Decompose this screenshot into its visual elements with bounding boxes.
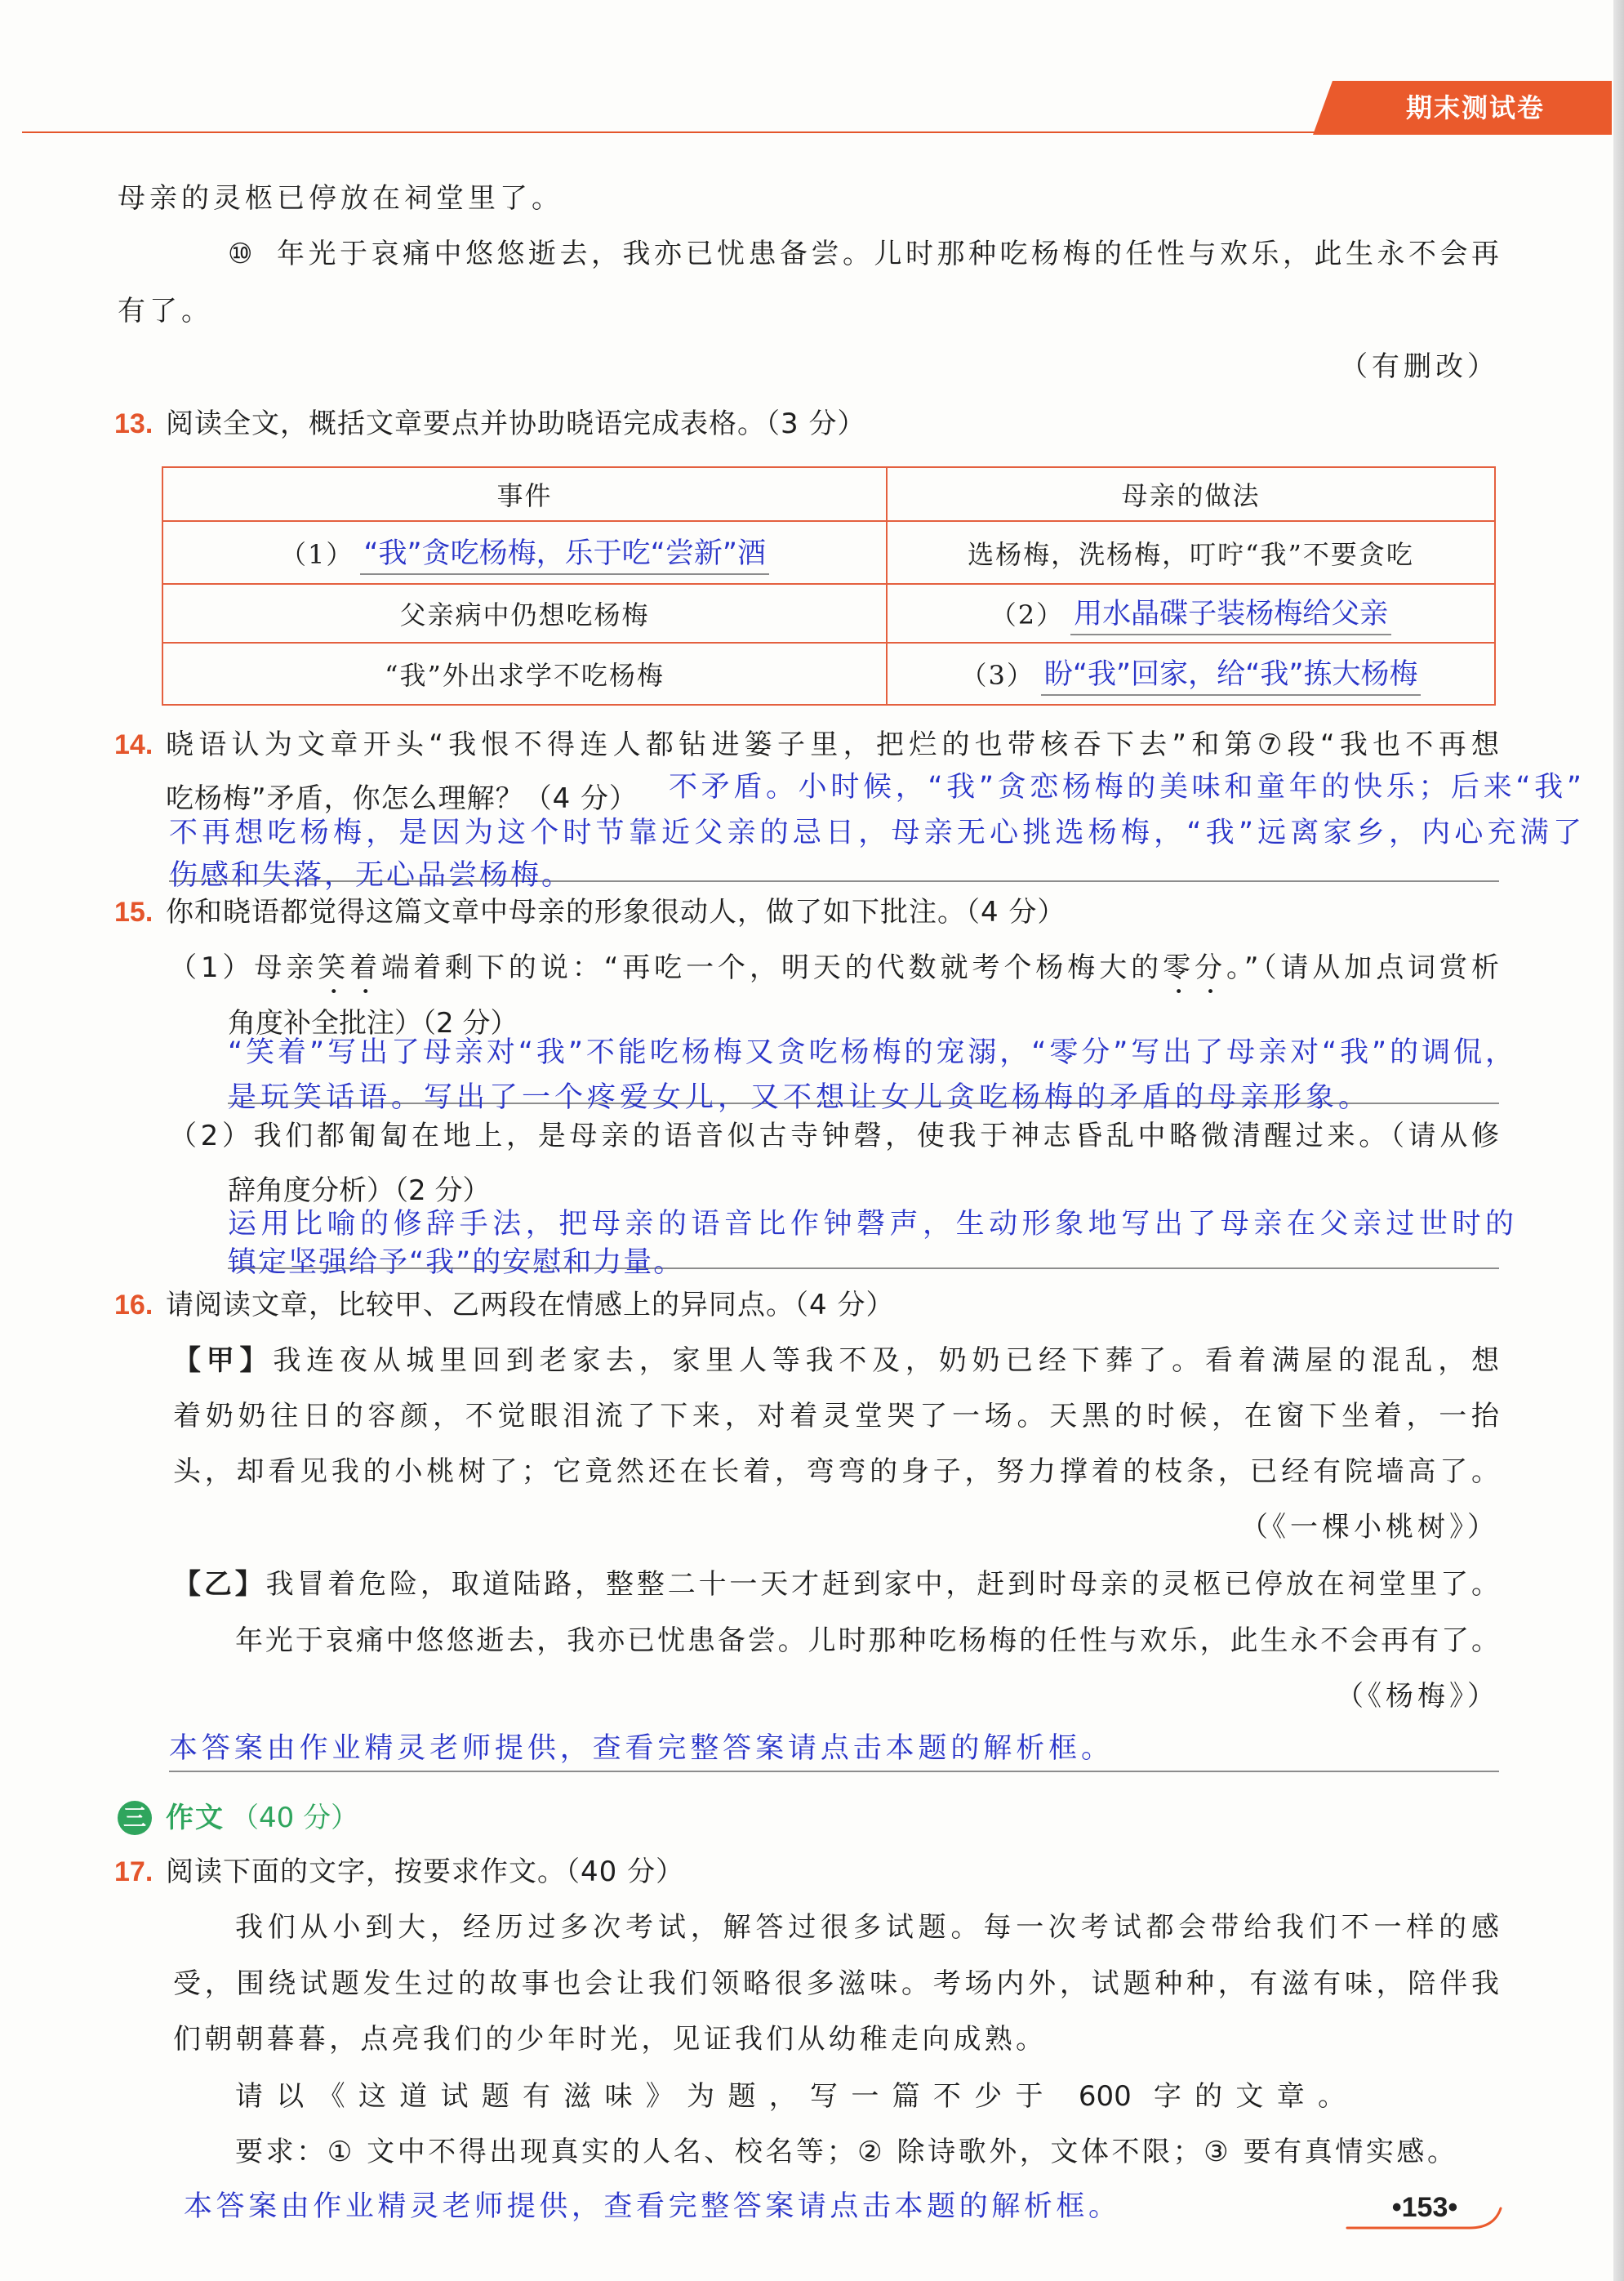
table-cell bbox=[162, 521, 887, 584]
table-cell: 选杨梅，洗杨梅，叮咛“我”不要贪吃 bbox=[887, 521, 1495, 584]
excerpt-jia-line: 着奶奶往日的容颜，不觉眼泪流了下来，对着灵堂哭了一场。天黑的时候，在窗下坐着，一抬 bbox=[173, 1400, 1499, 1432]
sub-question-2: （2）我们都匍匐在地上，是母亲的语音似古寺钟磬，使我于神志昏乱中略微清醒过来。（请从修 bbox=[169, 1120, 1499, 1152]
question-stem: 请阅读文章，比较甲、乙两段在情感上的异同点。（4 分） bbox=[166, 1289, 895, 1321]
question-number: 14. bbox=[114, 729, 154, 760]
question-stem: 阅读下面的文字，按要求作文。（40 分） bbox=[166, 1856, 685, 1888]
table-header-cell: 事件 bbox=[162, 467, 887, 521]
question-stem: 你和晓语都觉得这篇文章中母亲的形象很动人，做了如下批注。（4 分） bbox=[166, 896, 1066, 929]
section-badge: 三 bbox=[118, 1801, 152, 1835]
answer-line bbox=[169, 1771, 1499, 1772]
blank-label: （3） bbox=[960, 660, 1034, 691]
table-row bbox=[162, 584, 1495, 643]
table-cell bbox=[887, 643, 1495, 705]
dotted-word: 笑着 bbox=[318, 951, 382, 984]
section-points: （40 分） bbox=[231, 1802, 359, 1834]
blank-label: （2） bbox=[990, 599, 1065, 630]
excerpt-jia-line: 头，却看见我的小桃树了；它竟然还在长着，弯弯的身子，努力撑着的枝条，已经有院墙高了。 bbox=[173, 1455, 1499, 1488]
excerpt-yi-line bbox=[173, 1565, 1499, 1604]
handwritten-answer: “我”贪吃杨梅，乐于吃“尝新”酒 bbox=[360, 531, 769, 575]
excerpt-jia-line bbox=[173, 1341, 1499, 1380]
handwritten-answer: 镇定坚强给予“我”的安慰和力量。 bbox=[228, 1246, 684, 1279]
paragraph-10-line: 年光于哀痛中悠悠逝去，我亦已忧患备尝。儿时那种吃杨梅的任性与欢乐，此生永不会再 bbox=[277, 238, 1499, 270]
page-number: •153• bbox=[1391, 2192, 1458, 2223]
question-number: 15. bbox=[114, 897, 154, 928]
handwritten-answer: 盼“我”回家，给“我”拣大杨梅 bbox=[1041, 652, 1422, 696]
header-tab-label: 期末测试卷 bbox=[1405, 92, 1545, 123]
material-line: 我们从小到大，经历过多次考试，解答过很多试题。每一次考试都会带给我们不一样的感 bbox=[235, 1911, 1499, 1944]
sub-question-text: 端着剩下的说：“再吃一个，明天的代数就考个杨梅大的 bbox=[381, 951, 1163, 984]
writing-requirements: 要求：① 文中不得出现真实的人名、校名等；② 除诗歌外，文体不限；③ 要有真情实感。 bbox=[235, 2136, 1455, 2168]
excerpt-source: （《一棵小桃树》） bbox=[1240, 1511, 1499, 1544]
section-title: 作文 bbox=[166, 1802, 225, 1834]
source-note: （有删改） bbox=[1340, 350, 1499, 383]
sub-question-text: 。”（请从加点词赏析 bbox=[1226, 951, 1499, 984]
excerpt-label: 【乙】 bbox=[173, 1568, 266, 1601]
sub-question-text: 辞角度分析）（2 分） bbox=[228, 1174, 491, 1207]
handwritten-answer: 本答案由作业精灵老师提供，查看完整答案请点击本题的解析框。 bbox=[184, 2190, 1117, 2223]
table-row bbox=[162, 521, 1495, 584]
handwritten-answer: 不矛盾。小时候，“我”贪恋杨梅的美味和童年的快乐；后来“我” bbox=[669, 771, 1582, 804]
dotted-word: 零分 bbox=[1163, 951, 1226, 984]
sub-question-text: （1）母亲 bbox=[169, 951, 318, 984]
excerpt-text: 我冒着危险，取道陆路，整整二十一天才赶到家中，赶到时母亲的灵柩已停放在祠堂里了。 bbox=[265, 1568, 1500, 1601]
paragraph-10-line: 有了。 bbox=[118, 295, 213, 327]
handwritten-answer: 伤感和失落，无心品尝杨梅。 bbox=[169, 859, 573, 892]
handwritten-answer: “笑着”写出了母亲对“我”不能吃杨梅又贪吃杨梅的宠溺，“零分”写出了母亲对“我”的调侃， bbox=[228, 1036, 1514, 1069]
writing-prompt: 请以《这道试题有滋味》为题，写一篇不少于 600 字的文章。 bbox=[235, 2080, 1346, 2113]
question-number: 17. bbox=[114, 1856, 154, 1887]
material-line: 们朝朝暮暮，点亮我们的少年时光，见证我们从幼稚走向成熟。 bbox=[173, 2023, 1043, 2056]
blank-label: （1） bbox=[280, 538, 354, 570]
excerpt-yi-line: 年光于哀痛中悠悠逝去，我亦已忧患备尝。儿时那种吃杨梅的任性与欢乐，此生永不会再有了。 bbox=[235, 1624, 1499, 1657]
table-header-cell: 母亲的做法 bbox=[887, 467, 1495, 521]
question-stem: 吃杨梅”矛盾，你怎么理解？（4 分） bbox=[166, 782, 638, 815]
handwritten-answer: 是玩笑话语。写出了一个疼爱女儿，又不想让女儿贪吃杨梅的矛盾的母亲形象。 bbox=[228, 1081, 1367, 1114]
question-stem: 晓语认为文章开头“我恨不得连人都钻进篓子里，把烂的也带核吞下去”和第⑦段“我也不再想 bbox=[166, 728, 1499, 761]
table-cell bbox=[887, 584, 1495, 643]
handwritten-answer: 运用比喻的修辞手法，把母亲的语音比作钟磬声，生动形象地写出了母亲在父亲过世时的 bbox=[228, 1208, 1514, 1241]
sub-question-1 bbox=[169, 948, 1499, 997]
question-number: 13. bbox=[114, 408, 154, 439]
paragraph-marker: ⑩ bbox=[228, 238, 253, 270]
summary-table bbox=[162, 466, 1496, 706]
question-stem: 阅读全文，概括文章要点并协助晓语完成表格。（3 分） bbox=[166, 408, 866, 440]
table-cell: “我”外出求学不吃杨梅 bbox=[162, 643, 887, 705]
excerpt-label: 【甲】 bbox=[173, 1344, 274, 1377]
header-rule bbox=[22, 131, 1320, 133]
material-line: 受，围绕试题发生过的故事也会让我们领略很多滋味。考场内外，试题种种，有滋有味，陪伴我 bbox=[173, 1967, 1499, 2000]
passage-line: 母亲的灵柩已停放在祠堂里了。 bbox=[118, 182, 563, 215]
question-number: 16. bbox=[114, 1290, 154, 1321]
page-edge-shadow bbox=[1613, 0, 1624, 2281]
table-cell: 父亲病中仍想吃杨梅 bbox=[162, 584, 887, 643]
table-row bbox=[162, 643, 1495, 705]
handwritten-answer: 本答案由作业精灵老师提供，查看完整答案请点击本题的解析框。 bbox=[169, 1732, 1110, 1765]
excerpt-source: （《杨梅》） bbox=[1336, 1680, 1499, 1713]
excerpt-text: 我连夜从城里回到老家去，家里人等我不及，奶奶已经下葬了。看着满屋的混乱，想 bbox=[273, 1344, 1500, 1377]
paragraph-10 bbox=[228, 234, 1499, 274]
handwritten-answer: 用水晶碟子装杨梅给父亲 bbox=[1070, 591, 1391, 635]
handwritten-answer: 不再想吃杨梅，是因为这个时节靠近父亲的忌日，母亲无心挑选杨梅，“我”远离家乡，内心充满了 bbox=[169, 817, 1582, 849]
table-header-row bbox=[162, 467, 1495, 521]
sub-question-text: 角度补全批注）（2 分） bbox=[228, 1007, 518, 1040]
